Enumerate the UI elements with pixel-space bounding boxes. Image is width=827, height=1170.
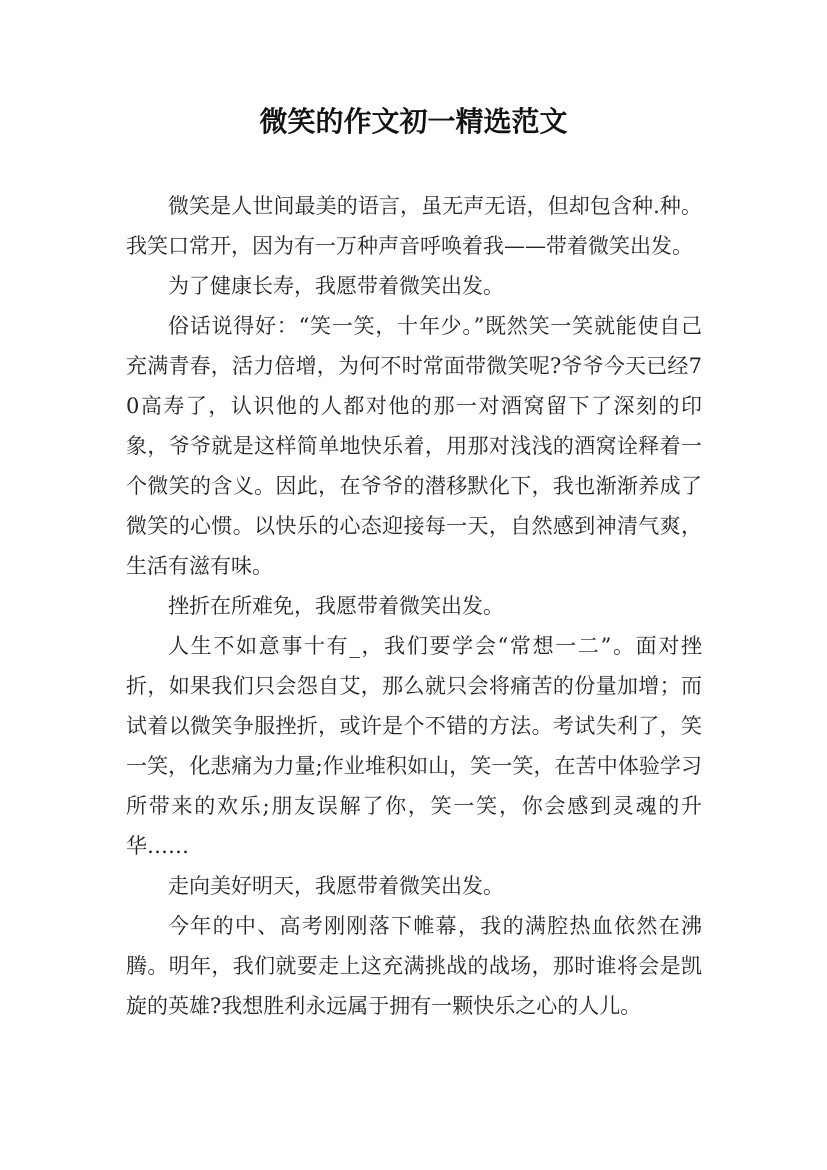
paragraph-4: 挫折在所难免，我愿带着微笑出发。 (168, 594, 504, 618)
paragraph-6: 走向美好明天，我愿带着微笑出发。 (168, 874, 504, 898)
document-title: 微笑的作文初一精选范文 (259, 105, 568, 138)
document-body (126, 186, 702, 1026)
paragraph-3: 俗话说得好：“笑一笑，十年少。”既然笑一笑就能使自己充满青春，活力倍增，为何不时常面带微笑呢?爷爷今天已经70高寿了，认识他的人都对他的那一对酒窝留下了深刻的印象，爷爷就是这样简单地快乐着，用那对浅浅的酒窝诠释着一个微笑的含义。因此，在爷爷的潜移默化下，我也渐渐养成了微笑的心惯。以快乐的心态迎接每一天，自然感到神清气爽，生活有滋有味。 (126, 314, 702, 578)
paragraph-2: 为了健康长寿，我愿带着微笑出发。 (168, 274, 504, 298)
paragraph-1: 微笑是人世间最美的语言，虽无声无语，但却包含种.种。我笑口常开，因为有一万种声音呼唤着我——带着微笑出发。 (126, 194, 702, 258)
paragraph-5: 人生不如意事十有_，我们要学会“常想一二”。面对挫折，如果我们只会怨自艾，那么就只会将痛苦的份量加增；而试着以微笑争服挫折，或许是个不错的方法。考试失利了，笑一笑，化悲痛为力量;作业堆积如山，笑一笑，在苦中体验学习所带来的欢乐;朋友误解了你，笑一笑，你会感到灵魂的升华…… (126, 634, 702, 858)
paragraph-7: 今年的中、高考刚刚落下帷幕，我的满腔热血依然在沸腾。明年，我们就要走上这充满挑战的战场，那时谁将会是凯旋的英雄?我想胜利永远属于拥有一颗快乐之心的人儿。 (126, 914, 702, 1018)
